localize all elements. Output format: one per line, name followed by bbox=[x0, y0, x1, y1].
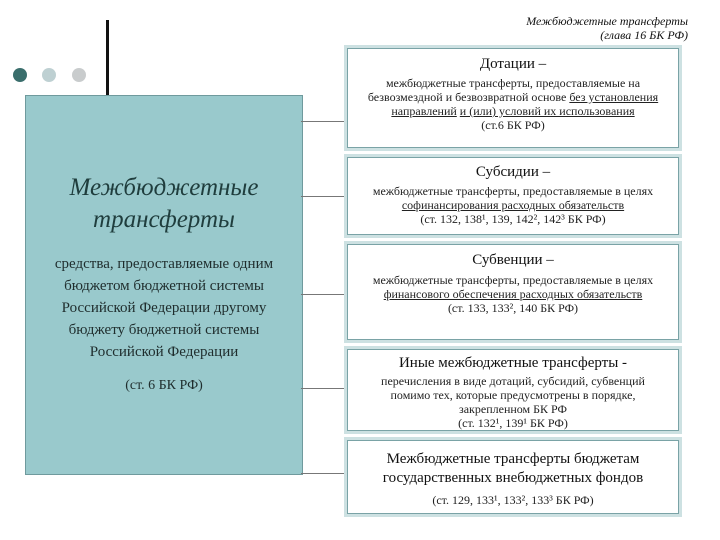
inye-body: перечисления в виде дотаций, субсидий, субвенций помимо тех, которые предусмотрены в порядке, закрепленном БК РФ bbox=[381, 374, 645, 416]
inye-reference: (ст. 132¹, 139¹ БК РФ) bbox=[458, 416, 568, 430]
header-note-line2: (глава 16 БК РФ) bbox=[600, 28, 688, 42]
decorative-vertical-line bbox=[106, 20, 109, 102]
subsidii-reference: (ст. 132, 138¹, 139, 142², 142³ БК РФ) bbox=[420, 212, 606, 226]
subvencii-title: Субвенции – bbox=[472, 252, 554, 268]
dotacii-body-underlined-2: и (или) условий их использования bbox=[459, 104, 635, 118]
header-note-line1: Межбюджетные трансферты bbox=[526, 14, 688, 28]
subsidii-body-text: межбюджетные трансферты, предоставляемые в целях bbox=[372, 184, 654, 198]
fondy-title: Межбюджетные трансферты бюджетам государственных внебюджетных фондов bbox=[382, 451, 644, 486]
subsidii-body bbox=[348, 182, 678, 212]
box-inye bbox=[347, 349, 679, 431]
box-subsidii bbox=[347, 157, 679, 235]
dotacii-title: Дотации – bbox=[479, 56, 547, 72]
connector-dotacii bbox=[301, 121, 347, 122]
connector-fondy bbox=[301, 473, 347, 474]
subvencii-body bbox=[348, 270, 678, 301]
subsidii-body-underlined: софинансирования расходных обязательств bbox=[401, 198, 625, 212]
box-fondy bbox=[347, 440, 679, 514]
inye-title: Иные межбюджетные трансферты - bbox=[398, 355, 628, 371]
subvencii-body-text: межбюджетные трансферты, предоставляемые в целях bbox=[372, 273, 654, 287]
subvencii-reference: (ст. 133, 133², 140 БК РФ) bbox=[447, 301, 579, 315]
main-concept-description: средства, предоставляемые одним бюджетом бюджетной системы Российской Федерации другому бюджету бюджетной системы Российской Федерации bbox=[54, 256, 274, 360]
subvencii-body-underlined: финансового обеспечения расходных обязательств bbox=[383, 287, 643, 301]
decorative-dot-light bbox=[42, 68, 56, 82]
connector-subvencii bbox=[301, 294, 347, 295]
decorative-dot-gray bbox=[72, 68, 86, 82]
dotacii-body-text: межбюджетные трансферты, предоставляемые на безвозмездной и безвозвратной основе bbox=[367, 76, 641, 104]
connector-inye bbox=[301, 388, 347, 389]
box-dotacii bbox=[347, 48, 679, 148]
box-subvencii bbox=[347, 244, 679, 340]
decorative-dot-dark bbox=[13, 68, 27, 82]
main-concept-reference: (ст. 6 БК РФ) bbox=[125, 378, 203, 393]
connector-subsidii bbox=[301, 196, 347, 197]
dotacii-body bbox=[348, 74, 678, 118]
header-note bbox=[468, 14, 688, 42]
dotacii-reference: (ст.6 БК РФ) bbox=[481, 118, 545, 132]
fondy-reference: (ст. 129, 133¹, 133², 133³ БК РФ) bbox=[432, 493, 594, 507]
dotacii-body-underlined-1: без установления направлений bbox=[391, 90, 659, 118]
main-concept-box bbox=[25, 95, 303, 475]
subsidii-title: Субсидии – bbox=[475, 164, 551, 180]
main-concept-title: Межбюджетные трансферты bbox=[69, 174, 259, 233]
